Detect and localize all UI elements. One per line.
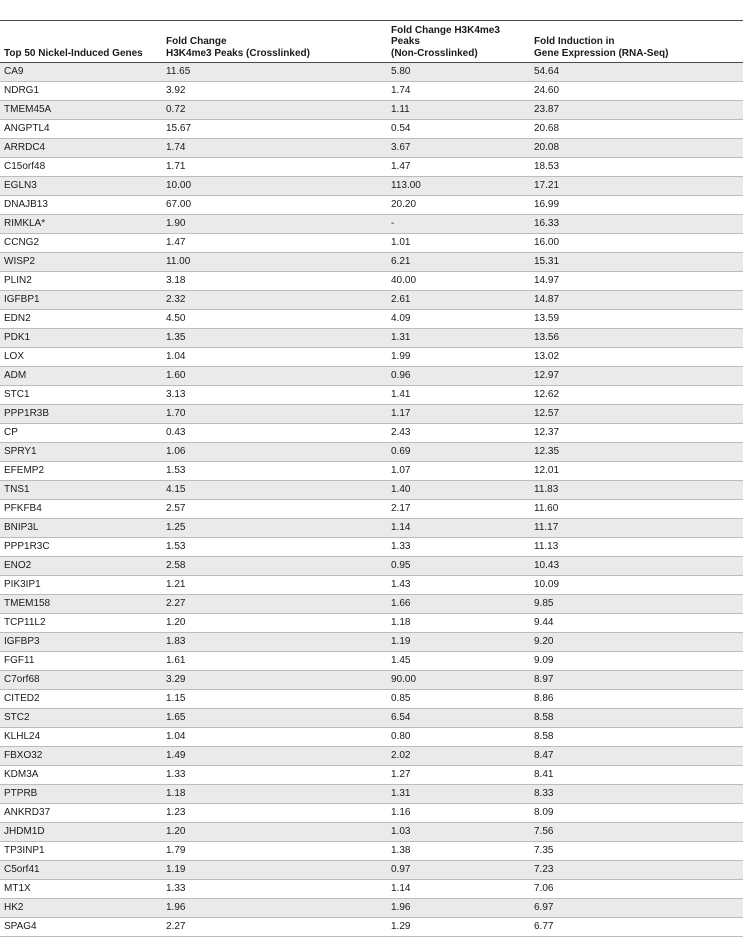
- table-row: [0, 405, 743, 424]
- gene-cell: EDN2: [0, 310, 162, 329]
- crosslinked-cell: 1.74: [162, 139, 387, 158]
- rna-seq-cell: 8.47: [530, 747, 743, 766]
- gene-cell: CA9: [0, 63, 162, 82]
- crosslinked-cell: 11.00: [162, 253, 387, 272]
- non-crosslinked-cell: 1.17: [387, 405, 530, 424]
- gene-cell: TP3INP1: [0, 842, 162, 861]
- gene-cell: TCP11L2: [0, 614, 162, 633]
- column-header-line: (Non-Crosslinked): [391, 47, 478, 59]
- crosslinked-cell: 1.33: [162, 766, 387, 785]
- table-row: [0, 538, 743, 557]
- gene-cell: PFKFB4: [0, 500, 162, 519]
- crosslinked-cell: 1.53: [162, 538, 387, 557]
- table-row: [0, 63, 743, 82]
- crosslinked-cell: 2.57: [162, 500, 387, 519]
- gene-cell: JHDM1D: [0, 823, 162, 842]
- rna-seq-cell: 14.97: [530, 272, 743, 291]
- gene-cell: CITED2: [0, 690, 162, 709]
- gene-cell: HK2: [0, 899, 162, 918]
- non-crosslinked-cell: 1.11: [387, 101, 530, 120]
- non-crosslinked-cell: 1.33: [387, 538, 530, 557]
- table-row: [0, 481, 743, 500]
- table-row: [0, 101, 743, 120]
- crosslinked-cell: 1.61: [162, 652, 387, 671]
- gene-cell: BNIP3L: [0, 519, 162, 538]
- crosslinked-cell: 1.35: [162, 329, 387, 348]
- rna-seq-cell: 16.33: [530, 215, 743, 234]
- table-row: [0, 671, 743, 690]
- gene-cell: ENO2: [0, 557, 162, 576]
- crosslinked-cell: 1.70: [162, 405, 387, 424]
- rna-seq-cell: 12.62: [530, 386, 743, 405]
- table-body: [0, 63, 743, 937]
- gene-cell: PIK3IP1: [0, 576, 162, 595]
- table-row: [0, 918, 743, 937]
- crosslinked-cell: 1.83: [162, 633, 387, 652]
- header-fold-change-non-crosslinked: [387, 21, 530, 63]
- gene-cell: PPP1R3B: [0, 405, 162, 424]
- rna-seq-cell: 13.59: [530, 310, 743, 329]
- crosslinked-cell: 3.92: [162, 82, 387, 101]
- table-row: [0, 367, 743, 386]
- rna-seq-cell: 6.77: [530, 918, 743, 937]
- non-crosslinked-cell: 1.74: [387, 82, 530, 101]
- rna-seq-cell: 7.35: [530, 842, 743, 861]
- non-crosslinked-cell: 1.18: [387, 614, 530, 633]
- rna-seq-cell: 16.00: [530, 234, 743, 253]
- rna-seq-cell: 11.60: [530, 500, 743, 519]
- gene-cell: ARRDC4: [0, 139, 162, 158]
- table-row: [0, 766, 743, 785]
- rna-seq-cell: 9.09: [530, 652, 743, 671]
- table-row: [0, 747, 743, 766]
- rna-seq-cell: 12.97: [530, 367, 743, 386]
- crosslinked-cell: 1.65: [162, 709, 387, 728]
- crosslinked-cell: 67.00: [162, 196, 387, 215]
- non-crosslinked-cell: 2.61: [387, 291, 530, 310]
- rna-seq-cell: 6.97: [530, 899, 743, 918]
- column-header-line: Fold Change H3K4me3 Peaks: [391, 24, 500, 47]
- non-crosslinked-cell: 1.66: [387, 595, 530, 614]
- gene-cell: TNS1: [0, 481, 162, 500]
- table-row: [0, 177, 743, 196]
- rna-seq-cell: 11.13: [530, 538, 743, 557]
- table-header: [0, 21, 743, 63]
- non-crosslinked-cell: 6.21: [387, 253, 530, 272]
- non-crosslinked-cell: 1.14: [387, 880, 530, 899]
- rna-seq-cell: 8.41: [530, 766, 743, 785]
- non-crosslinked-cell: 1.27: [387, 766, 530, 785]
- rna-seq-cell: 10.43: [530, 557, 743, 576]
- crosslinked-cell: 1.71: [162, 158, 387, 177]
- table-row: [0, 215, 743, 234]
- table-row: [0, 690, 743, 709]
- table-row: [0, 519, 743, 538]
- non-crosslinked-cell: 0.95: [387, 557, 530, 576]
- table-row: [0, 633, 743, 652]
- non-crosslinked-cell: 3.67: [387, 139, 530, 158]
- table-row: [0, 557, 743, 576]
- table-row: [0, 614, 743, 633]
- rna-seq-cell: 17.21: [530, 177, 743, 196]
- non-crosslinked-cell: 2.43: [387, 424, 530, 443]
- column-header-line: Fold Change: [166, 36, 227, 47]
- gene-cell: KLHL24: [0, 728, 162, 747]
- table-row: [0, 652, 743, 671]
- gene-cell: LOX: [0, 348, 162, 367]
- non-crosslinked-cell: 1.31: [387, 785, 530, 804]
- non-crosslinked-cell: 1.43: [387, 576, 530, 595]
- rna-seq-cell: 10.09: [530, 576, 743, 595]
- table-row: [0, 310, 743, 329]
- gene-cell: FBXO32: [0, 747, 162, 766]
- non-crosslinked-cell: 2.02: [387, 747, 530, 766]
- crosslinked-cell: 1.06: [162, 443, 387, 462]
- rna-seq-cell: 15.31: [530, 253, 743, 272]
- non-crosslinked-cell: 1.47: [387, 158, 530, 177]
- table-row: [0, 823, 743, 842]
- table-row: [0, 272, 743, 291]
- non-crosslinked-cell: 1.03: [387, 823, 530, 842]
- non-crosslinked-cell: 2.17: [387, 500, 530, 519]
- crosslinked-cell: 4.15: [162, 481, 387, 500]
- non-crosslinked-cell: 1.96: [387, 899, 530, 918]
- column-header-line: Gene Expression (RNA-Seq): [534, 47, 669, 59]
- table-row: [0, 804, 743, 823]
- rna-seq-cell: 8.97: [530, 671, 743, 690]
- rna-seq-cell: 12.35: [530, 443, 743, 462]
- rna-seq-cell: 24.60: [530, 82, 743, 101]
- gene-cell: FGF11: [0, 652, 162, 671]
- crosslinked-cell: 3.18: [162, 272, 387, 291]
- non-crosslinked-cell: 1.38: [387, 842, 530, 861]
- crosslinked-cell: 1.20: [162, 823, 387, 842]
- rna-seq-cell: 9.20: [530, 633, 743, 652]
- rna-seq-cell: 9.44: [530, 614, 743, 633]
- table-row: [0, 424, 743, 443]
- crosslinked-cell: 1.47: [162, 234, 387, 253]
- column-header-line: Top 50 Nickel-Induced Genes: [4, 47, 143, 59]
- non-crosslinked-cell: 0.54: [387, 120, 530, 139]
- table-row: [0, 120, 743, 139]
- gene-cell: IGFBP1: [0, 291, 162, 310]
- crosslinked-cell: 0.43: [162, 424, 387, 443]
- gene-cell: NDRG1: [0, 82, 162, 101]
- crosslinked-cell: 11.65: [162, 63, 387, 82]
- gene-cell: STC2: [0, 709, 162, 728]
- rna-seq-cell: 7.23: [530, 861, 743, 880]
- rna-seq-cell: 8.33: [530, 785, 743, 804]
- gene-table: [0, 21, 743, 937]
- crosslinked-cell: 1.19: [162, 861, 387, 880]
- header-fold-induction: [530, 21, 743, 63]
- crosslinked-cell: 2.27: [162, 918, 387, 937]
- crosslinked-cell: 1.15: [162, 690, 387, 709]
- table-row: [0, 880, 743, 899]
- non-crosslinked-cell: -: [387, 215, 530, 234]
- rna-seq-cell: 8.58: [530, 728, 743, 747]
- gene-cell: EGLN3: [0, 177, 162, 196]
- table-row: [0, 234, 743, 253]
- non-crosslinked-cell: 1.31: [387, 329, 530, 348]
- non-crosslinked-cell: 1.19: [387, 633, 530, 652]
- non-crosslinked-cell: 40.00: [387, 272, 530, 291]
- gene-cell: KDM3A: [0, 766, 162, 785]
- crosslinked-cell: 1.60: [162, 367, 387, 386]
- rna-seq-cell: 8.86: [530, 690, 743, 709]
- crosslinked-cell: 1.04: [162, 728, 387, 747]
- table-row: [0, 899, 743, 918]
- crosslinked-cell: 10.00: [162, 177, 387, 196]
- header-fold-change-crosslinked: [162, 21, 387, 63]
- header-gene: [0, 21, 162, 63]
- gene-cell: EFEMP2: [0, 462, 162, 481]
- gene-cell: RIMKLA*: [0, 215, 162, 234]
- rna-seq-cell: 18.53: [530, 158, 743, 177]
- table-row: [0, 500, 743, 519]
- gene-cell: C15orf48: [0, 158, 162, 177]
- rna-seq-cell: 8.58: [530, 709, 743, 728]
- rna-seq-cell: 12.37: [530, 424, 743, 443]
- gene-cell: TMEM158: [0, 595, 162, 614]
- table-row: [0, 785, 743, 804]
- table-row: [0, 709, 743, 728]
- crosslinked-cell: 0.72: [162, 101, 387, 120]
- rna-seq-cell: 13.02: [530, 348, 743, 367]
- gene-cell: STC1: [0, 386, 162, 405]
- non-crosslinked-cell: 113.00: [387, 177, 530, 196]
- crosslinked-cell: 1.04: [162, 348, 387, 367]
- non-crosslinked-cell: 4.09: [387, 310, 530, 329]
- non-crosslinked-cell: 1.01: [387, 234, 530, 253]
- rna-seq-cell: 54.64: [530, 63, 743, 82]
- rna-seq-cell: 9.85: [530, 595, 743, 614]
- gene-cell: PPP1R3C: [0, 538, 162, 557]
- table-row: [0, 462, 743, 481]
- rna-seq-cell: 13.56: [530, 329, 743, 348]
- header-row: [0, 21, 743, 63]
- crosslinked-cell: 1.96: [162, 899, 387, 918]
- crosslinked-cell: 1.23: [162, 804, 387, 823]
- crosslinked-cell: 1.33: [162, 880, 387, 899]
- table-row: [0, 329, 743, 348]
- crosslinked-cell: 1.25: [162, 519, 387, 538]
- table-row: [0, 82, 743, 101]
- non-crosslinked-cell: 5.80: [387, 63, 530, 82]
- rna-seq-cell: 14.87: [530, 291, 743, 310]
- non-crosslinked-cell: 6.54: [387, 709, 530, 728]
- non-crosslinked-cell: 1.41: [387, 386, 530, 405]
- column-header-line: H3K4me3 Peaks (Crosslinked): [166, 47, 310, 59]
- gene-cell: DNAJB13: [0, 196, 162, 215]
- rna-seq-cell: 7.06: [530, 880, 743, 899]
- non-crosslinked-cell: 0.96: [387, 367, 530, 386]
- non-crosslinked-cell: 1.07: [387, 462, 530, 481]
- non-crosslinked-cell: 0.97: [387, 861, 530, 880]
- non-crosslinked-cell: 0.80: [387, 728, 530, 747]
- gene-cell: C7orf68: [0, 671, 162, 690]
- gene-cell: ANGPTL4: [0, 120, 162, 139]
- crosslinked-cell: 1.79: [162, 842, 387, 861]
- rna-seq-cell: 11.17: [530, 519, 743, 538]
- non-crosslinked-cell: 0.85: [387, 690, 530, 709]
- crosslinked-cell: 2.58: [162, 557, 387, 576]
- table-row: [0, 728, 743, 747]
- non-crosslinked-cell: 20.20: [387, 196, 530, 215]
- non-crosslinked-cell: 1.14: [387, 519, 530, 538]
- non-crosslinked-cell: 1.40: [387, 481, 530, 500]
- rna-seq-cell: 12.57: [530, 405, 743, 424]
- rna-seq-cell: 8.09: [530, 804, 743, 823]
- crosslinked-cell: 2.32: [162, 291, 387, 310]
- table-row: [0, 291, 743, 310]
- rna-seq-cell: 7.56: [530, 823, 743, 842]
- table-row: [0, 386, 743, 405]
- non-crosslinked-cell: 1.29: [387, 918, 530, 937]
- non-crosslinked-cell: 0.69: [387, 443, 530, 462]
- column-header-line: Fold Induction in: [534, 36, 615, 47]
- non-crosslinked-cell: 1.99: [387, 348, 530, 367]
- gene-cell: ADM: [0, 367, 162, 386]
- gene-cell: WISP2: [0, 253, 162, 272]
- non-crosslinked-cell: 1.16: [387, 804, 530, 823]
- table-row: [0, 253, 743, 272]
- rna-seq-cell: 23.87: [530, 101, 743, 120]
- gene-cell: IGFBP3: [0, 633, 162, 652]
- crosslinked-cell: 4.50: [162, 310, 387, 329]
- gene-cell: C5orf41: [0, 861, 162, 880]
- table-row: [0, 196, 743, 215]
- table-row: [0, 842, 743, 861]
- crosslinked-cell: 1.90: [162, 215, 387, 234]
- gene-cell: ANKRD37: [0, 804, 162, 823]
- crosslinked-cell: 1.21: [162, 576, 387, 595]
- table-row: [0, 595, 743, 614]
- gene-cell: PTPRB: [0, 785, 162, 804]
- rna-seq-cell: 11.83: [530, 481, 743, 500]
- table-row: [0, 576, 743, 595]
- table-row: [0, 861, 743, 880]
- non-crosslinked-cell: 90.00: [387, 671, 530, 690]
- crosslinked-cell: 1.18: [162, 785, 387, 804]
- crosslinked-cell: 1.49: [162, 747, 387, 766]
- gene-cell: PLIN2: [0, 272, 162, 291]
- rna-seq-cell: 20.68: [530, 120, 743, 139]
- table-row: [0, 158, 743, 177]
- crosslinked-cell: 3.13: [162, 386, 387, 405]
- rna-seq-cell: 12.01: [530, 462, 743, 481]
- gene-cell: MT1X: [0, 880, 162, 899]
- table-row: [0, 348, 743, 367]
- crosslinked-cell: 2.27: [162, 595, 387, 614]
- crosslinked-cell: 3.29: [162, 671, 387, 690]
- gene-cell: SPRY1: [0, 443, 162, 462]
- gene-cell: CCNG2: [0, 234, 162, 253]
- table-row: [0, 443, 743, 462]
- crosslinked-cell: 15.67: [162, 120, 387, 139]
- table-row: [0, 139, 743, 158]
- rna-seq-cell: 16.99: [530, 196, 743, 215]
- gene-cell: PDK1: [0, 329, 162, 348]
- crosslinked-cell: 1.53: [162, 462, 387, 481]
- gene-cell: CP: [0, 424, 162, 443]
- non-crosslinked-cell: 1.45: [387, 652, 530, 671]
- gene-cell: TMEM45A: [0, 101, 162, 120]
- gene-cell: SPAG4: [0, 918, 162, 937]
- rna-seq-cell: 20.08: [530, 139, 743, 158]
- crosslinked-cell: 1.20: [162, 614, 387, 633]
